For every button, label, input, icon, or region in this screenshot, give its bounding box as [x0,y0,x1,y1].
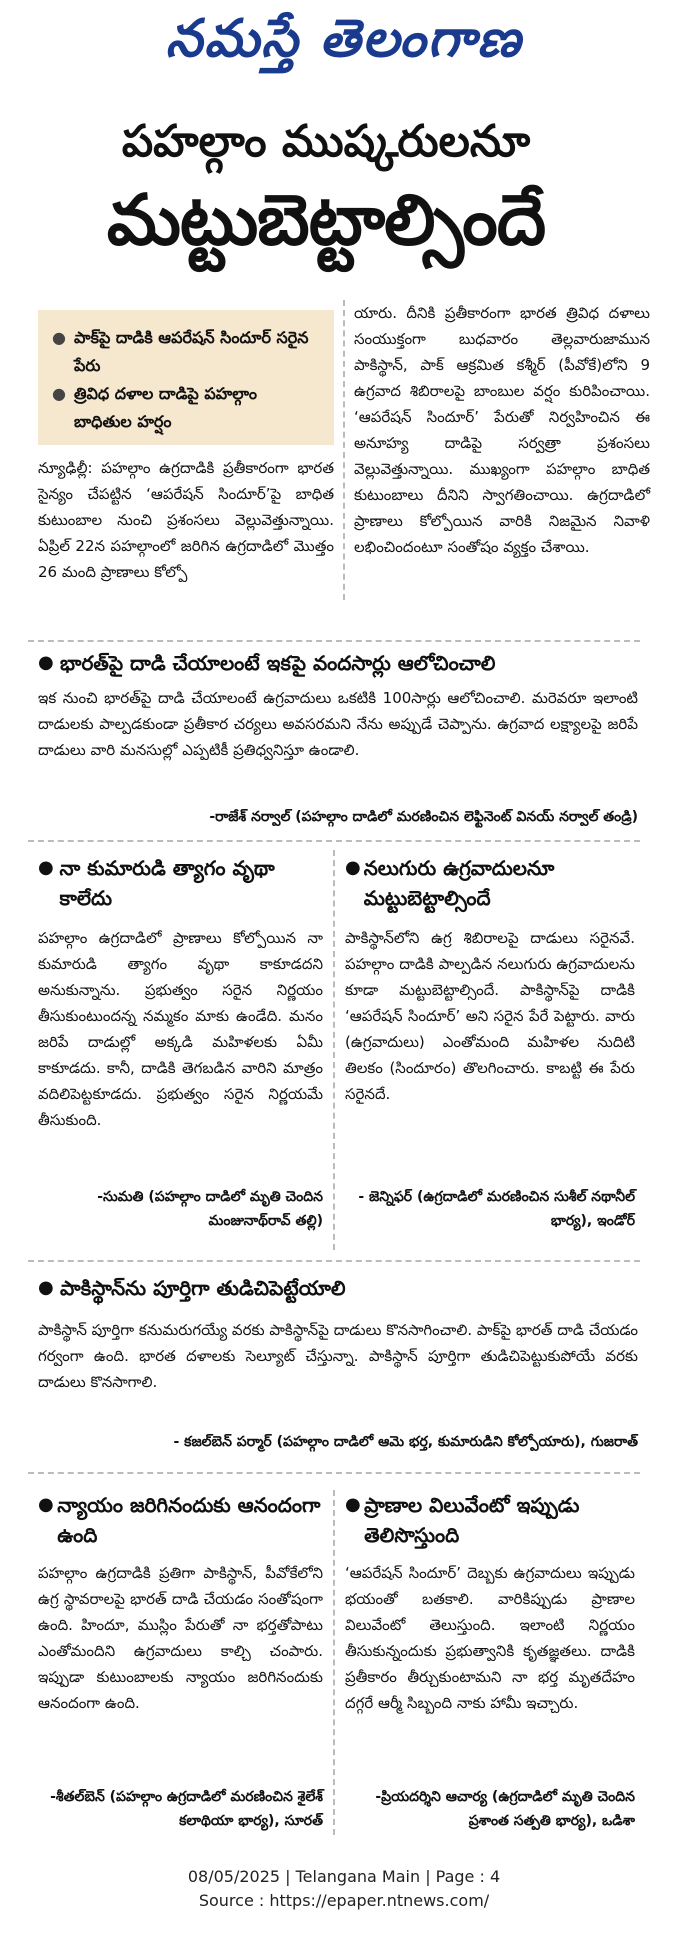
highlight-text: త్రివిధ దళాల దాడిపై పహల్గాం బాధితుల హర్షం [74,384,257,431]
bullet-icon: ● [38,652,54,673]
masthead [0,0,688,90]
section-divider [28,1260,640,1262]
highlight-text: పాక్‌పై దాడికి ఆపరేషన్ సిందూర్ సరైన పేరు [74,328,309,375]
masthead-title: నమస్తే తెలంగాణ [165,8,523,69]
headline-line1: పహల్గాం ముష్కరులనూ [121,116,531,167]
section-heading [345,853,640,913]
section-signature: -శీతల్‌బెన్ (పహల్గాం ఉగ్రదాడిలో మరణించిన శైలేశ్ కలాథియా భార్య), సూరత్ [50,1789,323,1829]
intro-left-column: న్యూఢిల్లీ: పహల్గాం ఉగ్రదాడికి ప్రతీకారంగా భారత సైన్యం చేపట్టిన ‘ఆపరేషన్ సిందూర్’పై బాధిత కుటుంబాల నుంచి ప్రశంసలు వెల్లువెత్తున్నాయి. ఏప్రిల్ 22న పహల్గాంలో జరిగిన ఉగ్రదాడిలో మొత్తం 26 మంది ప్రాణాలు కోల్పో [38,459,334,581]
highlights-box [38,310,334,445]
bullet-icon: ● [52,328,66,347]
column-divider [333,850,335,1250]
footer-date-line: 08/05/2025 | Telangana Main | Page : 4 [187,1867,501,1886]
section-heading [38,853,328,913]
section-heading-text: భారత్‌పై దాడి చేయాలంటే ఇకపై వందసార్లు ఆలోచించాలి [60,651,496,675]
section-divider [28,1472,640,1474]
section-heading [38,1273,638,1303]
column-divider [333,1490,335,1835]
section-signature: -సుమతి (పహల్గాం దాడిలో మృతి చెందిన మంజునాథ్‌రావ్ తల్లి) [97,1189,323,1229]
bullet-icon: ● [38,1277,54,1298]
section-divider [28,840,640,842]
bullet-icon: ● [345,857,361,878]
section-heading [345,1490,640,1550]
footer-source-line: Source : https://epaper.ntnews.com/ [198,1891,490,1910]
intro-right-column: యారు. దీనికి ప్రతీకారంగా భారత త్రివిధ దళాలు సంయుక్తంగా బుధవారం తెల్లవారుజామున పాకిస్థాన్, పాక్ ఆక్రమిత కశ్మీర్ (పీవోకే)లోని 9 ఉగ్రవాద శిబిరాలపై బాంబుల వర్షం కురిపించాయి. ‘ఆపరేషన్ సిందూర్’ పేరుతో నిర్వహించిన ఈ అనూహ్య దాడిపై సర్వత్రా ప్రశంసలు వెల్లువెత్తున్నాయి. ముఖ్యంగా పహల్గాం బాధిత కుటుంబాలు దీనిని స్వాగతించాయి. ఉగ్రదాడిలో ప్రాణాలు కోల్పోయిన వారికి నిజమైన నివాళి లభించిందంటూ సంతోషం వ్యక్తం చేశాయి. [354,304,650,556]
section-signature: - కజల్‌బెన్ పర్మార్ (పహల్గాం దాడిలో ఆమె భర్త, కుమారుడిని కోల్పోయారు), గుజరాత్ [173,1434,638,1450]
section-signature: -ప్రియదర్శిని ఆచార్య (ఉగ్రదాడిలో మృతి చెందిన ప్రశాంత సత్పతి భార్య), ఒడిశా [375,1789,635,1829]
section-body: పహల్గాం ఉగ్రదాడిలో ప్రాణాలు కోల్పోయిన నా కుమారుడి త్యాగం వృథా కాకూడదని అనుకున్నాను. ప్రభుత్వం సరైన నిర్ణయం తీసుకుంటుందన్న నమ్మకం మాకు ఉండేది. మనం జరిపే దాడుల్లో అక్కడి మహిళలకు ఏమీ కాకూడదు. కానీ, దాడికి తెగబడిన వారిని మాత్రం వదిలిపెట్టకూడదు. ప్రభుత్వం సరైన నిర్ణయమే తీసుకుంది. [38,929,323,1129]
section-signature: -రాజేశ్ నర్వాల్ (పహల్గాం దాడిలో మరణించిన లెఫ్టినెంట్ వినయ్ నర్వాల్ తండ్రి) [209,809,638,825]
footer [0,1865,688,1913]
section-signature: - జెన్నిఫర్ (ఉగ్రదాడిలో మరణించిన సుశీల్ నథానీల్ భార్య), ఇండోర్ [358,1189,635,1229]
article [12,95,650,1845]
bullet-icon: ● [345,1494,361,1515]
section-heading-text: నా కుమారుడి త్యాగం వృథా కాలేదు [59,856,275,910]
section-body: పాకిస్థాన్ పూర్తిగా కనుమరుగయ్యే వరకు పాకిస్థాన్‌పై దాడులు కొనసాగించాలి. పాక్‌పై భారత్ దాడి చేయడం గర్వంగా ఉంది. భారత దళాలకు సెల్యూట్ చేస్తున్నా. పాకిస్థాన్ పూర్తిగా తుడిచిపెట్టుకుపోయే వరకు దాడులు కొనసాగాలి. [38,1321,638,1391]
section-body: పాకిస్థాన్‌లోని ఉగ్ర శిబిరాలపై దాడులు సరైనవే. పహల్గాం దాడికి పాల్పడిన నలుగురు ఉగ్రవాదులను కూడా మట్టుబెట్టాల్సిందే. పాకిస్థాన్‌పై దాడికి ‘ఆపరేషన్ సిందూర్’ అని సరైన పేరే పెట్టారు. వారు (ఉగ్రవాదులు) ఎంతోమంది మహిళల నుదిటి తిలకం (సిందూరం) తొలగించారు. కాబట్టి ఈ పేరు సరైనదే. [345,929,635,1103]
section-heading [38,1490,328,1550]
highlight-item [52,324,320,380]
section-body: పహల్గాం ఉగ్రదాడికి ప్రతిగా పాకిస్థాన్, పీవోకేలోని ఉగ్ర స్థావరాలపై భారత్ దాడి చేయడం సంతోషంగా ఉంది. హిందూ, ముస్లిం పేరుతో నా భర్తతోపాటు ఎంతోమందిని ఉగ్రవాదులు కాల్చి చంపారు. ఇప్పుడా కుటుంబాలకు న్యాయం జరిగినందుకు ఆనందంగా ఉంది. [38,1564,323,1712]
headline-line2: మట్టుబెట్టాల్సిందే [106,179,546,261]
section-body: ‘ఆపరేషన్ సిందూర్’ దెబ్బకు ఉగ్రవాదులు ఇప్పుడు భయంతో బతకాలి. వారికిప్పుడు ప్రాణాల విలువేంటో తెలుస్తుంది. ఇలాంటి నిర్ణయం తీసుకున్నందుకు ప్రభుత్వానికి కృతజ్ఞతలు. దాడికి ప్రతీకారం తీర్చుకుంటామని నా భర్త మృతదేహం దగ్గరే ఆర్మీ సిబ్బంది నాకు హామీ ఇచ్చారు. [345,1564,635,1712]
column-divider [343,300,345,600]
section-heading-text: పాకిస్థాన్‌ను పూర్తిగా తుడిచిపెట్టేయాలి [60,1276,346,1300]
section-body: ఇక నుంచి భారత్‌పై దాడి చేయాలంటే ఉగ్రవాదులు ఒకటికి 100సార్లు ఆలోచించాలి. మరెవరూ ఇలాంటి దాడులకు పాల్పడకుండా ప్రతీకార చర్యలు అవసరమని నేను అప్పుడే చెప్పాను. ఉగ్రవాద లక్ష్యాలపై జరిపే దాడులు వారి మనసుల్లో ఎప్పటికీ ప్రతిధ్వనిస్తూ ఉండాలి. [38,689,638,759]
bullet-icon: ● [38,1494,54,1515]
section-heading-text: ప్రాణాల విలువేంటో ఇప్పుడు తెలిసొస్తుంది [364,1493,580,1547]
section-heading-text: న్యాయం జరిగినందుకు ఆనందంగా ఉంది [57,1493,321,1547]
highlight-item [52,380,320,436]
bullet-icon: ● [52,384,66,403]
section-heading [38,648,638,678]
section-heading-text: నలుగురు ఉగ్రవాదులనూ మట్టుబెట్టాల్సిందే [363,856,555,910]
bullet-icon: ● [38,857,54,878]
section-divider [28,640,640,642]
